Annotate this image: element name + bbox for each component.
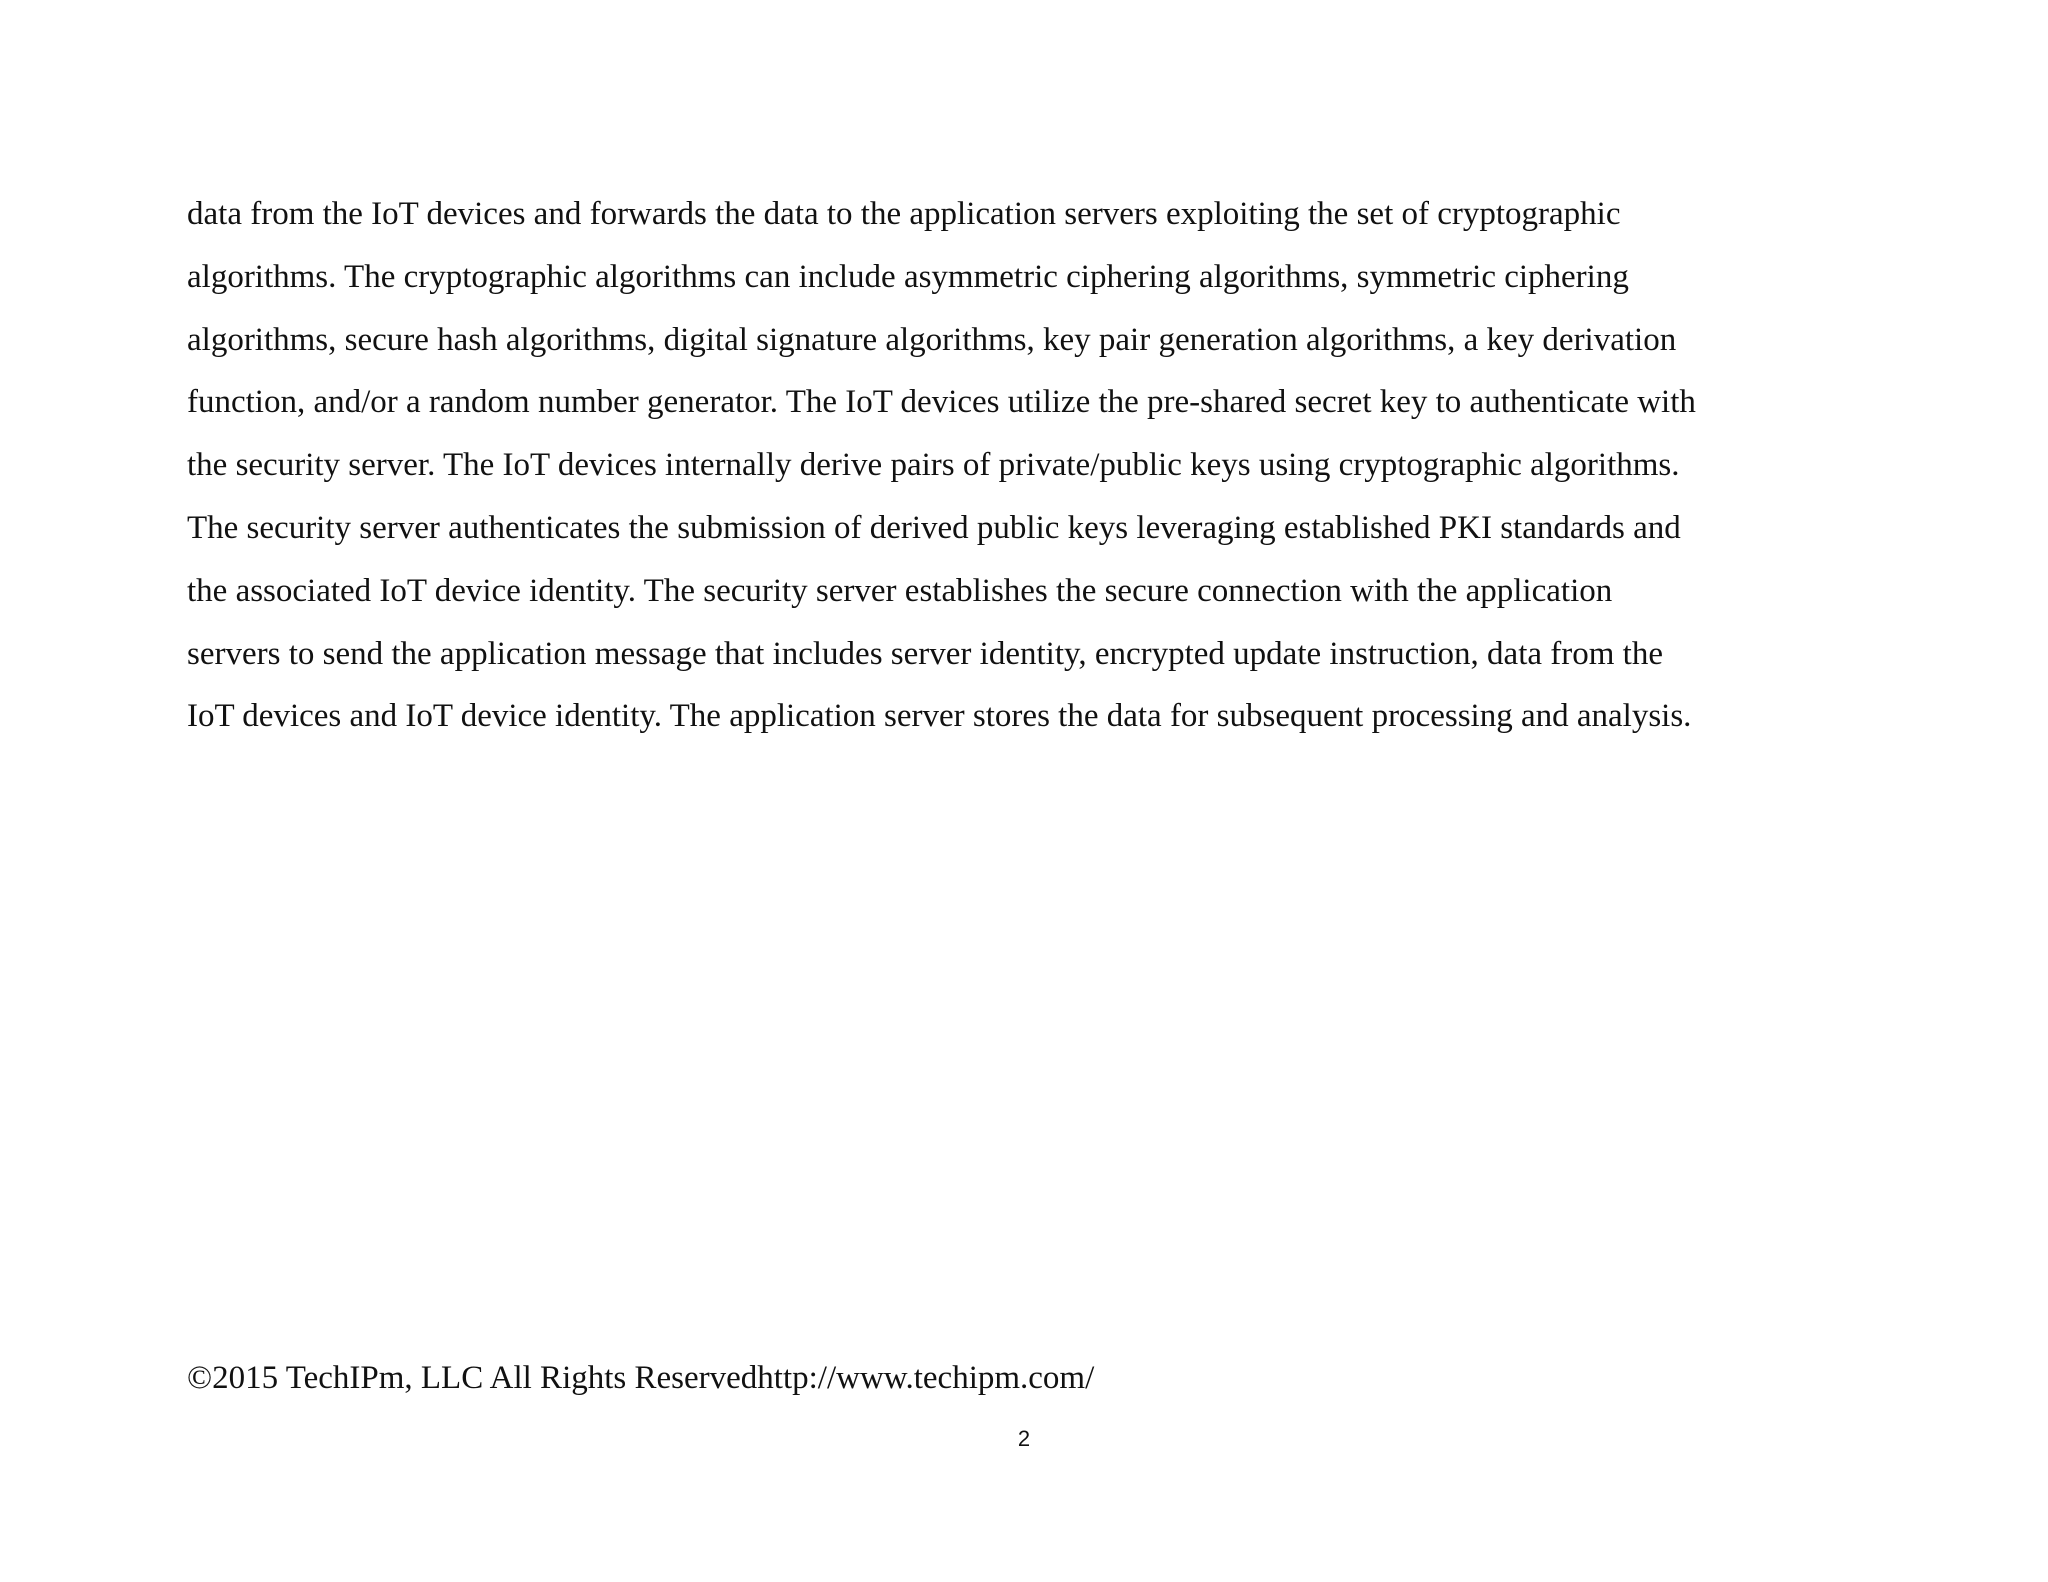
paragraph-line: the associated IoT device identity. The security server establishes the secure connection with the application: [187, 572, 1613, 609]
paragraph-line: the security server. The IoT devices internally derive pairs of private/public keys using cryptographic algorithms.: [187, 447, 1680, 484]
page-number: 2: [1017, 1426, 1031, 1451]
paragraph-line: data from the IoT devices and forwards the data to the application servers exploiting the set of cryptographic: [187, 196, 1621, 232]
paragraph-line: algorithms, secure hash algorithms, digital signature algorithms, key pair generation algorithms, a key derivation: [187, 321, 1677, 358]
paragraph-line: function, and/or a random number generator. The IoT devices utilize the pre-shared secret key to authenticate with: [187, 384, 1696, 421]
footer-copyright: ©2015 TechIPm, LLC All Rights Reservedhttp://www.techipm.com/: [187, 1360, 1095, 1396]
paragraph-line: algorithms. The cryptographic algorithms can include asymmetric ciphering algorithms, symmetric ciphering: [187, 258, 1629, 295]
paragraph-line: servers to send the application message that includes server identity, encrypted update instruction, data from the: [187, 635, 1663, 672]
paragraph-line: IoT devices and IoT device identity. The application server stores the data for subsequent processing and analysis.: [187, 698, 1692, 735]
body-paragraph: [187, 183, 1887, 748]
paragraph-line: The security server authenticates the submission of derived public keys leveraging established PKI standards and: [187, 509, 1681, 546]
